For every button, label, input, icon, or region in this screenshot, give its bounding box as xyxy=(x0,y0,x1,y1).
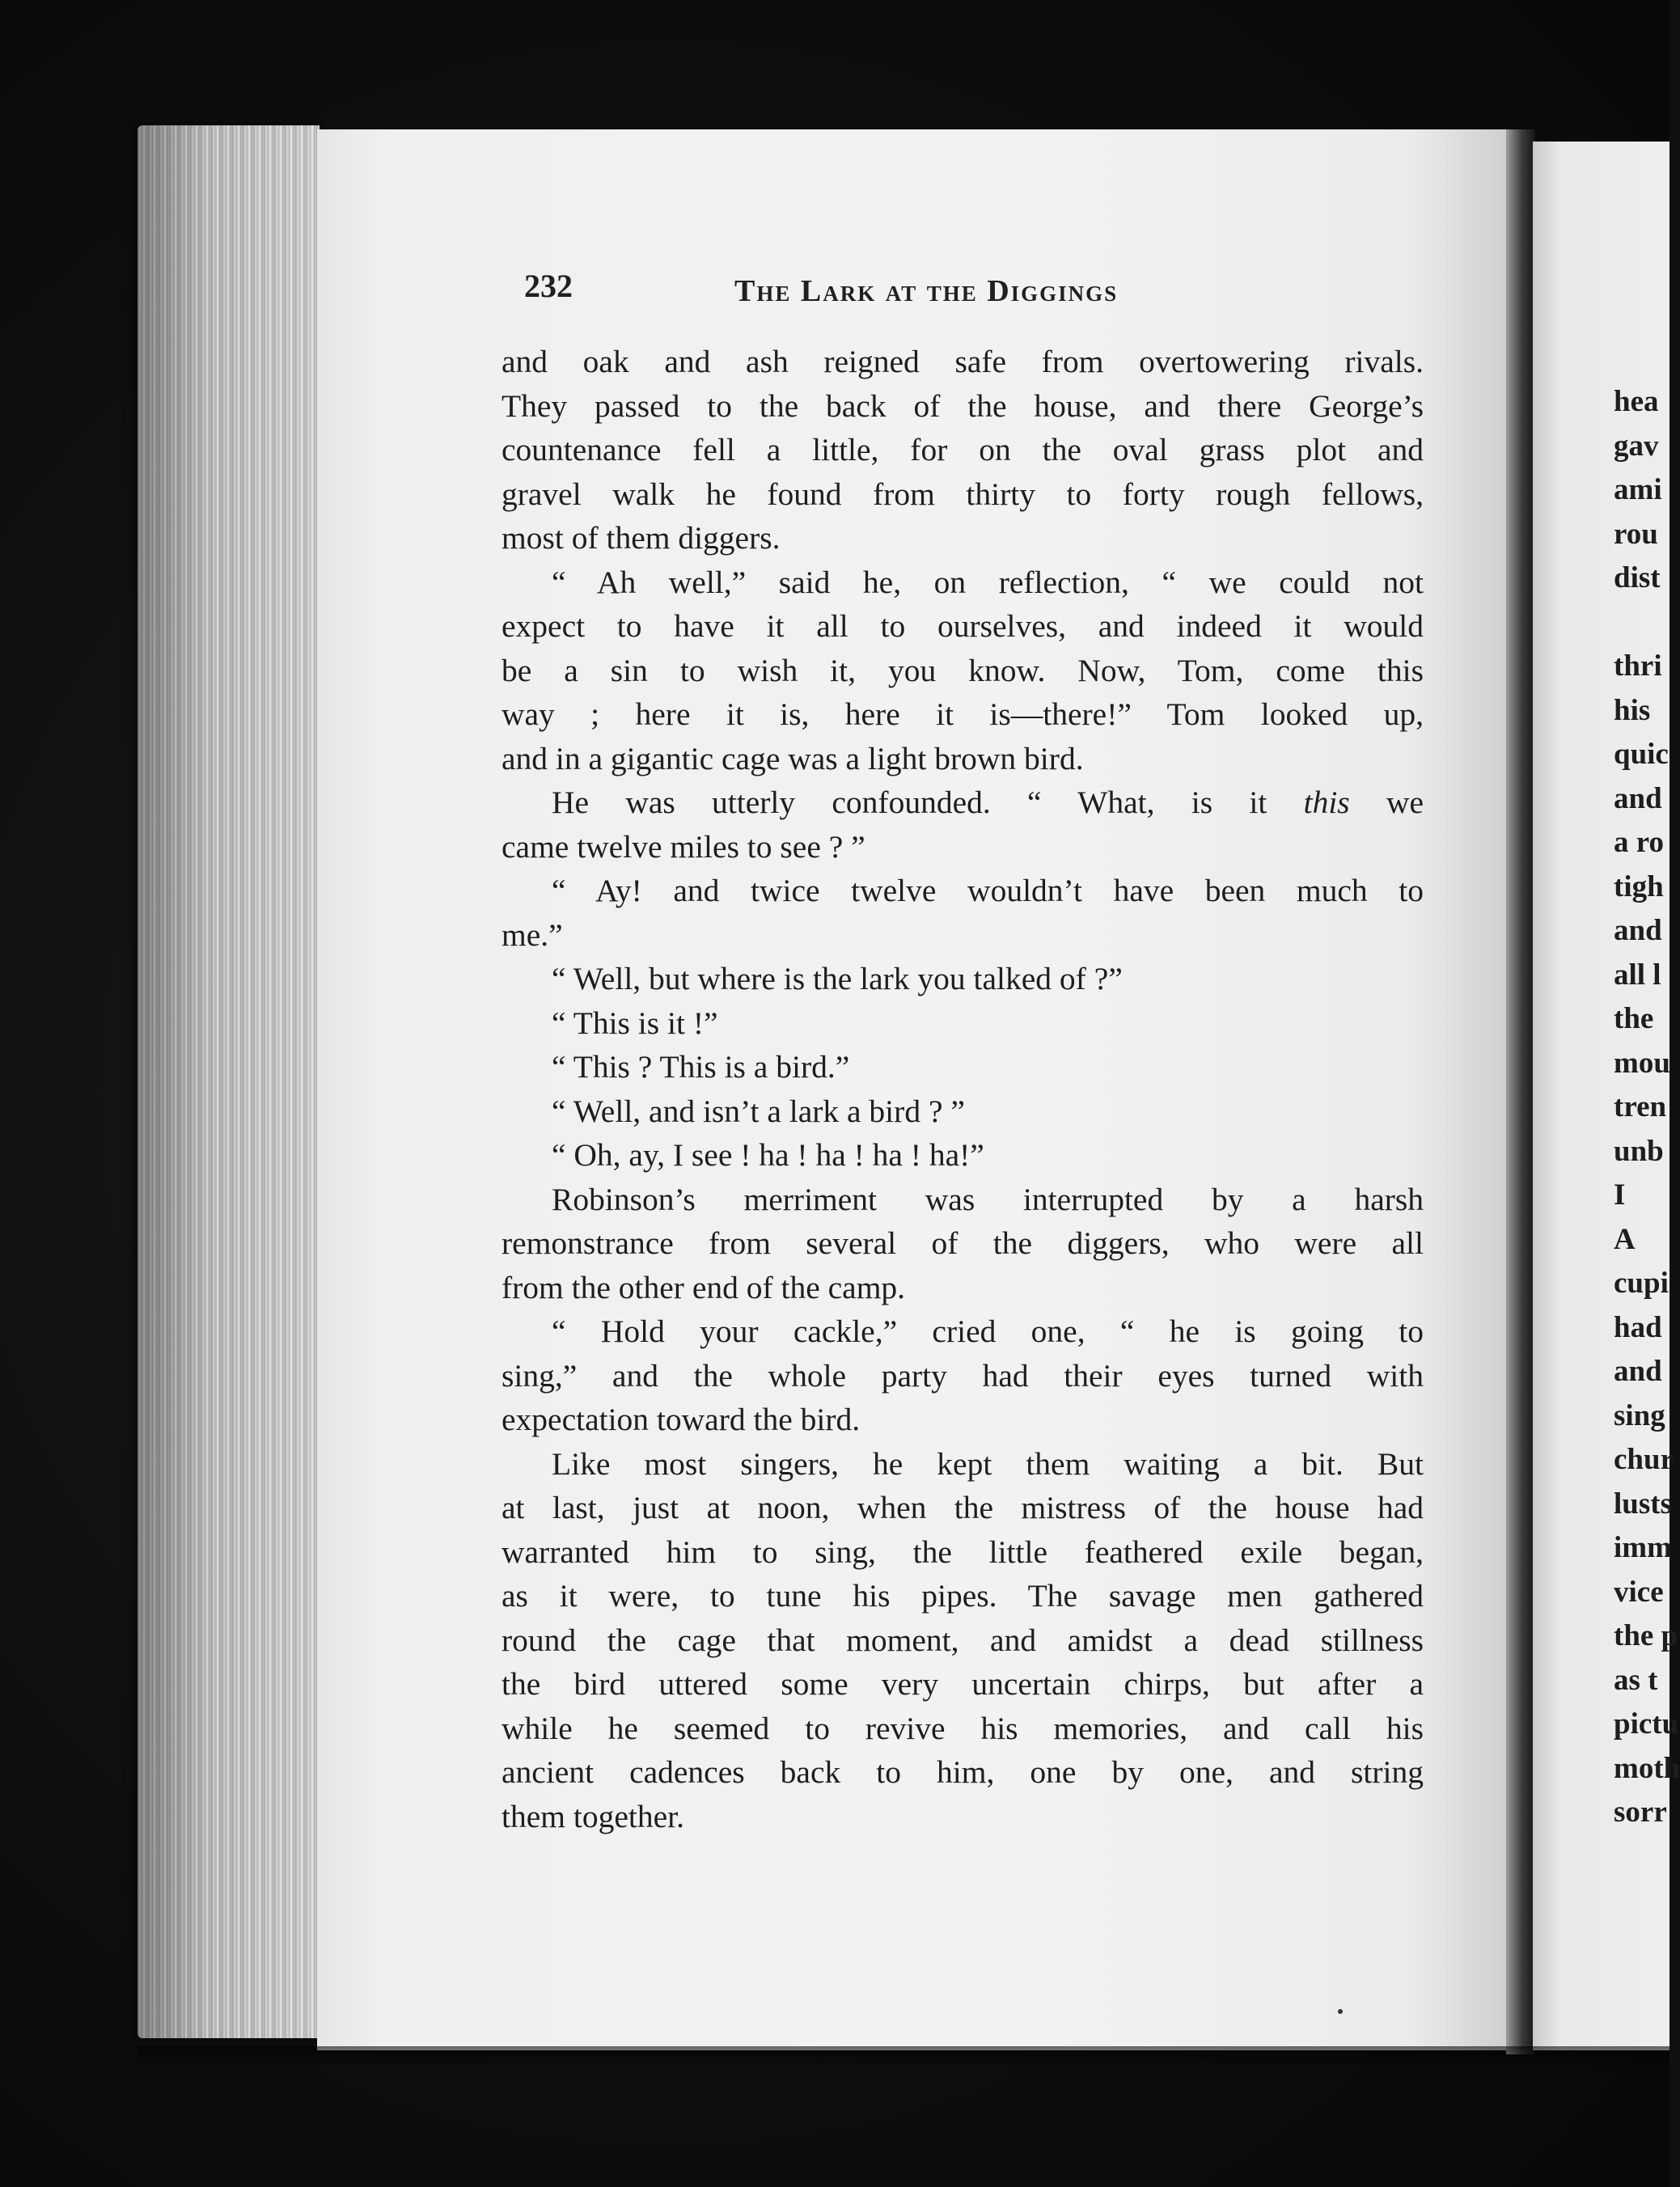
running-title: The Lark at the Diggings xyxy=(734,274,1119,308)
text-line: from the other end of the camp. xyxy=(501,1269,906,1305)
right-page-fragment: lusts xyxy=(1614,1487,1672,1521)
text-line: Like most singers, he kept them waiting a bit. But xyxy=(552,1445,1424,1482)
right-page-fragment: the p xyxy=(1614,1619,1678,1652)
text-line: sing,” and the whole party had their eyes turned with xyxy=(501,1357,1424,1394)
text-line: expect to have it all to ourselves, and indeed it would xyxy=(501,608,1424,644)
text-line: “ This ? This is a bird.” xyxy=(552,1049,850,1085)
text-line: while he seemed to revive his memories, and call his xyxy=(501,1710,1424,1746)
right-page-fragment: imm xyxy=(1614,1531,1672,1564)
right-page-fragment: moth xyxy=(1614,1751,1680,1785)
text-line: “ Ah well,” said he, on reflection, “ we could not xyxy=(552,564,1424,600)
text-line: me.” xyxy=(501,916,563,953)
text-line: “ This is it !” xyxy=(552,1005,718,1041)
text-line: and oak and ash reigned safe from overtowering rivals. xyxy=(501,344,1424,379)
text-line: “ Well, and isn’t a lark a bird ? ” xyxy=(552,1093,965,1129)
text-line: “ Well, but where is the lark you talked of ?” xyxy=(552,961,1123,996)
italic-word: this xyxy=(1303,785,1350,820)
text-line: ancient cadences back to him, one by one, and string xyxy=(501,1754,1424,1790)
text-line: and in a gigantic cage was a light brown bird. xyxy=(501,740,1084,776)
right-page-fragment: quic xyxy=(1614,738,1669,771)
book-page-edges xyxy=(138,125,319,2038)
book-gutter xyxy=(1506,129,1535,2054)
scan-speck xyxy=(1338,2009,1343,2014)
right-page-fragment: tren xyxy=(1614,1090,1667,1123)
page-body-text xyxy=(501,340,1424,1838)
text-line: most of them diggers. xyxy=(501,520,781,556)
text-line: “ Oh, ay, I see ! ha ! ha ! ha ! ha!” xyxy=(552,1137,984,1173)
right-page-fragment: ami xyxy=(1614,473,1662,506)
right-page-fragment: tigh xyxy=(1614,869,1664,903)
text-line: be a sin to wish it, you know. Now, Tom, come this xyxy=(501,652,1424,688)
right-page-fragment: had xyxy=(1614,1310,1662,1344)
text-line: them together. xyxy=(501,1798,684,1834)
right-page-fragment: A xyxy=(1614,1222,1636,1256)
right-page-fragment: gav xyxy=(1614,429,1659,463)
right-page-fragment: as t xyxy=(1614,1663,1658,1697)
right-page-fragment: thri xyxy=(1614,649,1662,683)
text-line: “ Hold your cackle,” cried one, “ he is going to xyxy=(552,1313,1424,1349)
right-page-fragment: unb xyxy=(1614,1134,1664,1168)
text-line: They passed to the back of the house, and there George’s xyxy=(501,387,1424,424)
right-page-fragment: and xyxy=(1614,914,1662,947)
text-line: way ; here it is, here it is—there!” Tom looked up, xyxy=(501,696,1424,732)
text-line: remonstrance from several of the diggers, who were all xyxy=(501,1225,1424,1261)
book-bottom-shadow xyxy=(138,2046,1669,2071)
right-page-fragment: cupi xyxy=(1614,1267,1669,1300)
right-page-fragment: rou xyxy=(1614,517,1658,551)
right-page-fragment: pictu xyxy=(1614,1707,1679,1741)
right-page-text-fragments xyxy=(1614,380,1678,1835)
right-page-fragment: chur xyxy=(1614,1443,1674,1476)
text-line: He was utterly confounded. “ What, is it this we xyxy=(552,785,1424,820)
text-line: countenance fell a little, for on the oval grass plot and xyxy=(501,432,1424,467)
right-page-fragment: the xyxy=(1614,1002,1654,1035)
text-line: the bird uttered some very uncertain chirps, but after a xyxy=(501,1666,1424,1702)
right-page-fragment: mou xyxy=(1614,1046,1670,1080)
right-page-fragment: hea xyxy=(1614,385,1659,418)
right-page-fragment: all l xyxy=(1614,958,1661,992)
right-page-fragment: his xyxy=(1614,693,1651,727)
right-page-fragment: sing xyxy=(1614,1398,1665,1432)
text-line: round the cage that moment, and amidst a dead stillness xyxy=(501,1622,1424,1658)
text-line: gravel walk he found from thirty to forty rough fellows, xyxy=(501,476,1424,512)
text-line: came twelve miles to see ? ” xyxy=(501,828,865,865)
right-page-fragment: vice xyxy=(1614,1575,1664,1609)
text-line: Robinson’s merriment was interrupted by a harsh xyxy=(552,1181,1424,1217)
right-page-fragment: dist xyxy=(1614,561,1661,594)
right-page-fragment: I xyxy=(1614,1178,1626,1212)
right-page-fragment: sorr xyxy=(1614,1796,1667,1829)
text-line: expectation toward the bird. xyxy=(501,1402,861,1437)
right-page-fragment: a ro xyxy=(1614,826,1665,859)
text-line: “ Ay! and twice twelve wouldn’t have been much to xyxy=(552,873,1424,908)
text-line: at last, just at noon, when the mistress of the house had xyxy=(501,1490,1424,1525)
text-line: warranted him to sing, the little feathered exile began, xyxy=(501,1533,1424,1570)
right-page-fragment: and xyxy=(1614,1355,1662,1388)
right-page-fragment xyxy=(1614,601,1678,645)
text-line: as it were, to tune his pipes. The savage men gathered xyxy=(501,1578,1424,1614)
right-page-fragment: and xyxy=(1614,781,1662,815)
page-number: 232 xyxy=(524,268,573,304)
